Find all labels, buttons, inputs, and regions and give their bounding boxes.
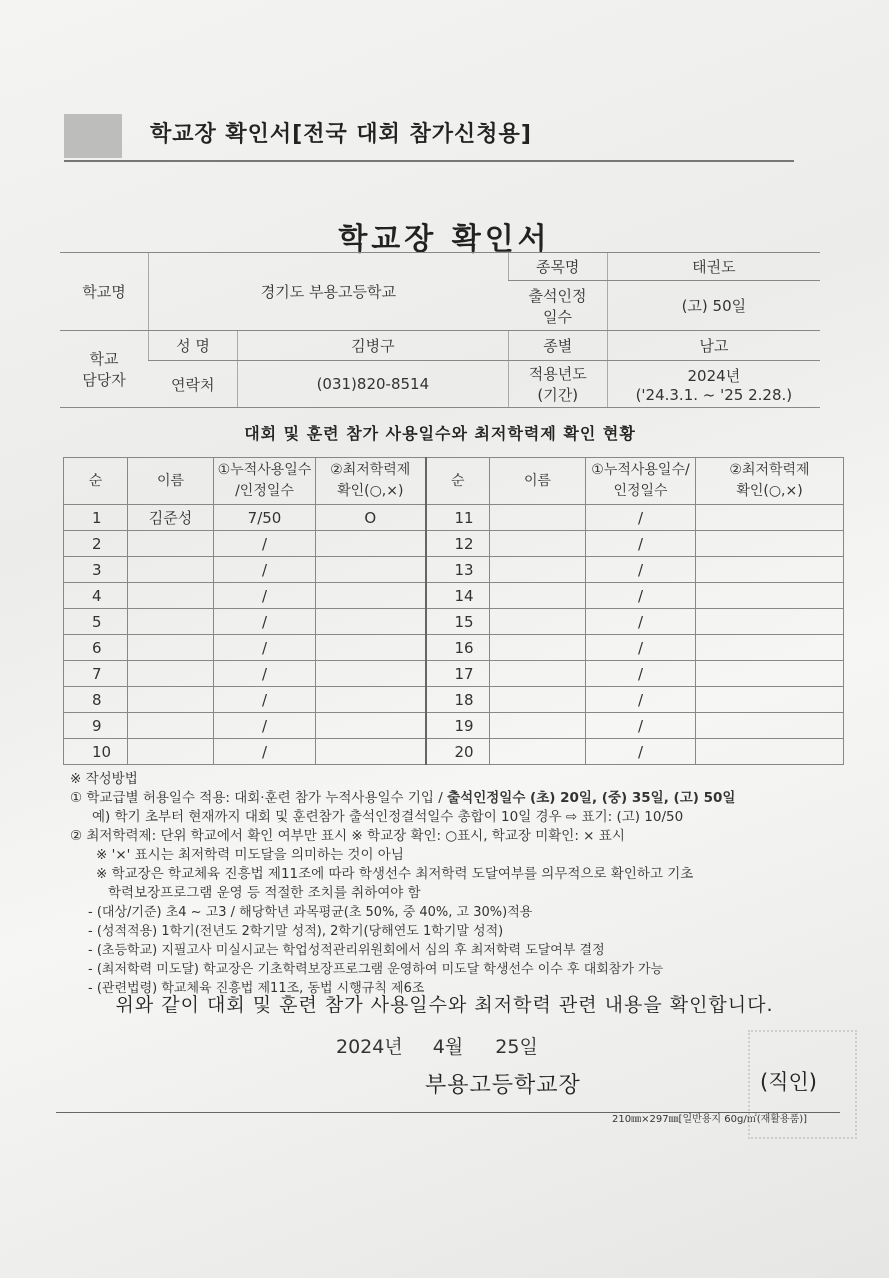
row-no-right: 17 [426,661,490,687]
row-no-right: 15 [426,609,490,635]
row-no: 7 [64,661,128,687]
row-name [128,687,214,713]
row-check [316,687,426,713]
row-name-right [490,609,586,635]
paper-spec: 210㎜×297㎜[일반용지 60g/㎡(재활용품)] [612,1114,808,1125]
header-days-right: ①누적사용일수/ 인정일수 [586,458,696,505]
form-title: 학교장 확인서[전국 대회 참가신청용] [150,122,532,147]
row-name-right [490,687,586,713]
sport-label: 종목명 [508,253,607,281]
table-row [64,505,844,531]
table-header-row [64,458,844,505]
contact-value: (031)820-8514 [238,361,509,408]
participation-table [63,457,844,765]
row-days-right: / [586,635,696,661]
row-days-right: / [586,557,696,583]
year-value: 2024년 ('24.3.1. ~ '25 2.28.) [607,361,820,408]
note-2: ② 최저학력제: 단위 학교에서 확인 여부만 표시 ※ 학교장 확인: ○표시, 학교장 미확인: × 표시 [70,828,625,844]
manager-name: 김병구 [238,331,509,361]
row-days-right: / [586,583,696,609]
table-row [64,557,844,583]
type-value: 남고 [607,331,820,361]
row-no: 8 [64,687,128,713]
row-days: / [214,661,316,687]
detail-3: - (초등학교) 지필고사 미실시교는 학업성적관리위원회에서 심의 후 최저학력 도달여부 결정 [88,943,605,958]
note-3: ※ '×' 표시는 최저학력 미도달을 의미하는 것이 아님 [96,847,404,863]
row-days: / [214,687,316,713]
logo-placeholder [64,114,122,158]
row-check-right [696,687,844,713]
school-info-table [60,252,820,408]
table-row [64,713,844,739]
detail-2: - (성적적용) 1학기(전년도 2학기말 성적), 2학기(당해연도 1학기말 성적) [88,924,504,939]
row-name [128,557,214,583]
date-day: 25일 [495,1036,538,1058]
header-days: ①누적사용일수 /인정일수 [214,458,316,505]
row-days-right: / [586,739,696,765]
header-name-right: 이름 [490,458,586,505]
school-label: 학교명 [60,253,149,331]
row-name: 김준성 [128,505,214,531]
row-days-right: / [586,661,696,687]
manager-label: 학교 담당자 [60,331,149,408]
row-days: / [214,531,316,557]
page-title: 학교장 확인서 [338,222,551,257]
note-1-example: 예) 학기 초부터 현재까지 대회 및 훈련참가 출석인정결석일수 총합이 10일 경우 ⇨ 표기: (고) 10/50 [92,809,684,825]
row-name [128,739,214,765]
row-no: 9 [64,713,128,739]
row-no: 4 [64,583,128,609]
row-check-right [696,557,844,583]
row-days: / [214,583,316,609]
row-name-right [490,531,586,557]
row-days-right: / [586,505,696,531]
table-row [64,609,844,635]
row-name [128,661,214,687]
attendance-value: (고) 50일 [607,281,820,331]
row-name-right [490,661,586,687]
principal-name: 부용고등학교장 [425,1073,581,1098]
note-1: ① 학교급별 허용일수 적용: 대회·훈련 참가 누적사용일수 기입 / 출석인정일수 (초) 20일, (중) 35일, (고) 50일 [70,790,736,806]
row-name [128,609,214,635]
row-no-right: 20 [426,739,490,765]
row-check [316,609,426,635]
row-days-right: / [586,609,696,635]
row-check-right [696,635,844,661]
instructions [70,770,830,998]
row-no: 3 [64,557,128,583]
row-check [316,531,426,557]
row-no-right: 18 [426,687,490,713]
row-check [316,635,426,661]
header-check-right: ②최저학력제 확인(○,×) [696,458,844,505]
row-days: / [214,739,316,765]
row-no: 10 [64,739,128,765]
row-no: 1 [64,505,128,531]
contact-label: 연락처 [149,361,238,408]
detail-1: - (대상/기준) 초4 ~ 고3 / 해당학년 과목평균(초 50%, 중 40%, 고 30%)적용 [88,905,533,920]
row-check-right [696,583,844,609]
header-check: ②최저학력제 확인(○,×) [316,458,426,505]
notes-heading: ※ 작성방법 [70,771,138,787]
row-name [128,583,214,609]
table-title: 대회 및 훈련 참가 사용일수와 최저학력제 확인 현황 [244,424,636,443]
row-name-right [490,739,586,765]
detail-5: - (관련법령) 학교체육 진흥법 제11조, 동법 시행규칙 제6조 [88,981,425,996]
name-label: 성 명 [149,331,238,361]
year-label: 적용년도 (기간) [508,361,607,408]
row-no: 2 [64,531,128,557]
table-row [64,661,844,687]
row-check-right [696,531,844,557]
row-no-right: 12 [426,531,490,557]
seal-label: (직인) [760,1070,817,1094]
attendance-label: 출석인정 일수 [508,281,607,331]
row-days-right: / [586,687,696,713]
row-no-right: 14 [426,583,490,609]
row-days: / [214,713,316,739]
header-name: 이름 [128,458,214,505]
header-no: 순 [64,458,128,505]
row-name-right [490,713,586,739]
row-days: / [214,635,316,661]
row-name [128,713,214,739]
school-name: 경기도 부용고등학교 [149,253,509,331]
table-row [64,635,844,661]
detail-4: - (최저학력 미도달) 학교장은 기초학력보장프로그램 운영하여 미도달 학생선수 이수 후 대회참가 가능 [88,962,664,977]
row-name-right [490,635,586,661]
type-label: 종별 [508,331,607,361]
row-check [316,739,426,765]
row-days: 7/50 [214,505,316,531]
row-check-right [696,739,844,765]
row-name-right [490,505,586,531]
row-check [316,661,426,687]
table-row [64,531,844,557]
row-days: / [214,557,316,583]
note-4: ※ 학교장은 학교체육 진흥법 제11조에 따라 학생선수 최저학력 도달여부를 의무적으로 확인하고 기초 [96,866,694,882]
row-days-right: / [586,713,696,739]
row-no-right: 11 [426,505,490,531]
row-check [316,557,426,583]
row-check: O [316,505,426,531]
row-check-right [696,609,844,635]
date-year: 2024년 [336,1036,403,1058]
row-no-right: 19 [426,713,490,739]
sport-value: 태권도 [607,253,820,281]
row-days-right: / [586,531,696,557]
table-row [64,687,844,713]
row-no-right: 13 [426,557,490,583]
row-name [128,531,214,557]
row-check-right [696,713,844,739]
row-no: 5 [64,609,128,635]
row-check [316,583,426,609]
row-name-right [490,557,586,583]
row-check [316,713,426,739]
row-name [128,635,214,661]
row-days: / [214,609,316,635]
row-no: 6 [64,635,128,661]
row-check-right [696,661,844,687]
issue-date [336,1032,538,1059]
date-month: 4월 [432,1036,464,1058]
confirmation-text: 위와 같이 대회 및 훈련 참가 사용일수와 최저학력 관련 내용을 확인합니다. [115,994,774,1016]
row-no-right: 16 [426,635,490,661]
table-row [64,583,844,609]
header-no-right: 순 [426,458,490,505]
table-row [64,739,844,765]
title-underline [64,160,794,162]
row-name-right [490,583,586,609]
note-4-cont: 학력보장프로그램 운영 등 적절한 조치를 취하여야 함 [108,885,421,901]
row-check-right [696,505,844,531]
